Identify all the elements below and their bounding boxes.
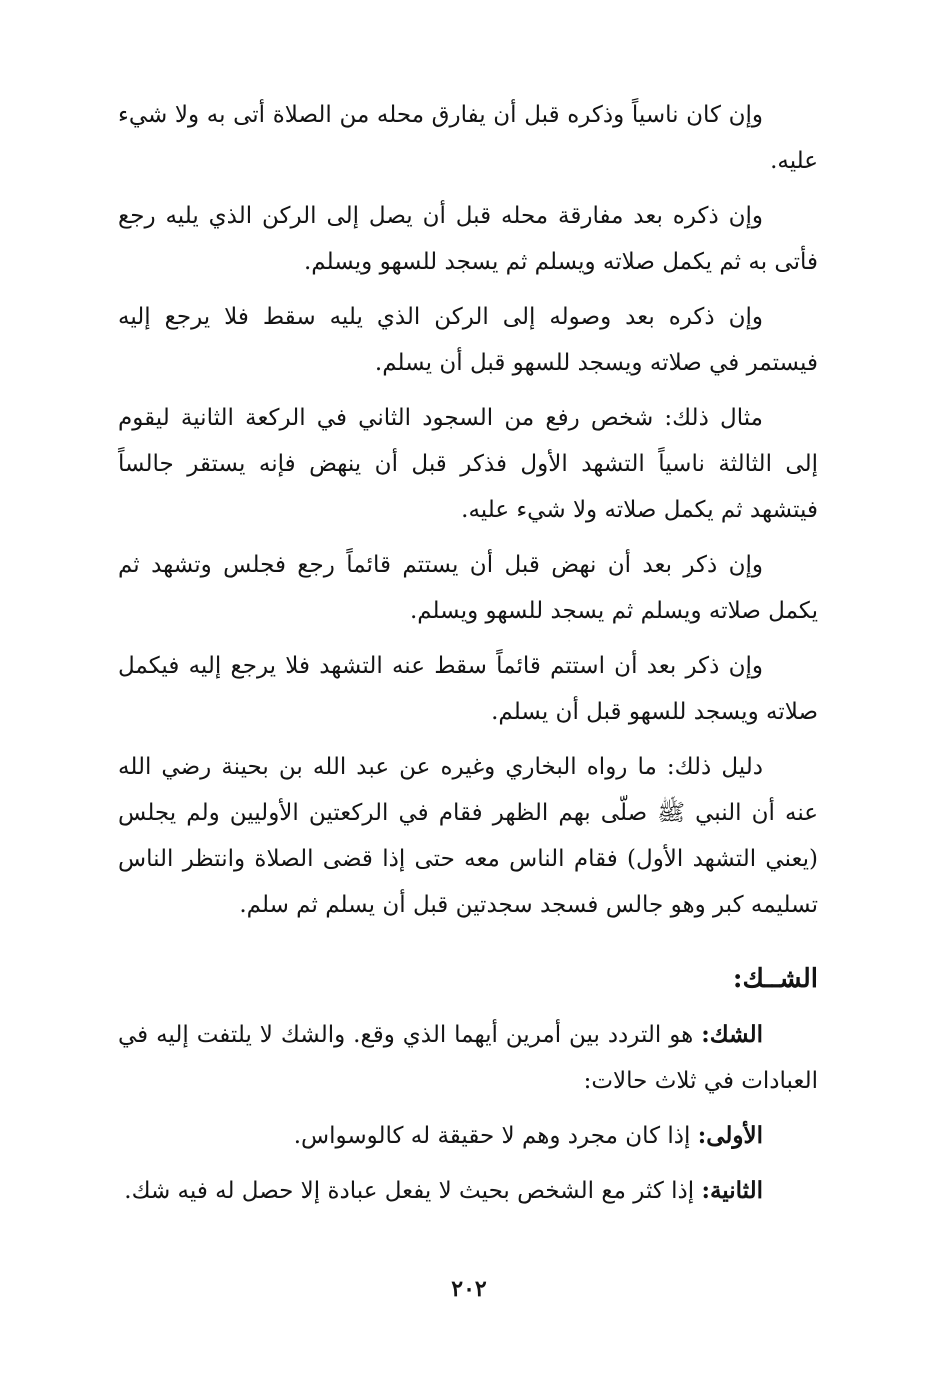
- paragraph-example: مثال ذلك: شخص رفع من السجود الثاني في الركعة الثانية ليقوم إلى الثالثة ناسياً التشهد الأول فذكر قبل أن ينهض فإنه يستقر جالساً فيتشهد ثم يكمل صلاته ولا شيء عليه.: [118, 405, 818, 523]
- paragraph-remembered-after-leaving: وإن ذكره بعد مفارقة محله قبل أن يصل إلى الركن الذي يليه رجع فأتى به ثم يكمل صلاته ويسلم ثم يسجد للسهو ويسلم.: [118, 203, 818, 275]
- case-first-text: إذا كان مجرد وهم لا حقيقة له كالوسواس.: [293, 1123, 698, 1149]
- paragraph-remembered-at-next-pillar: وإن ذكره بعد وصوله إلى الركن الذي يليه سقط فلا يرجع إليه فيستمر في صلاته ويسجد للسهو قبل أن يسلم.: [118, 304, 818, 376]
- list-item-case-first: [118, 1113, 818, 1159]
- paragraph-doubt-definition: [118, 1012, 818, 1104]
- section-heading-doubt: الشــك:: [732, 964, 818, 994]
- term-doubt: الشك:: [701, 1021, 763, 1048]
- list-item-case-second: [118, 1168, 818, 1214]
- term-first: الأولى:: [697, 1122, 763, 1149]
- definition-text: هو التردد بين أمرين أيهما الذي وقع. والشك لا يلتفت إليه في العبادات في ثلاث حالات:: [118, 1022, 818, 1094]
- paragraph-forgot-before-leaving: وإن كان ناسياً وذكره قبل أن يفارق محله من الصلاة أتى به ولا شيء عليه.: [118, 102, 818, 174]
- term-second: الثانية:: [701, 1177, 763, 1204]
- paragraph-evidence: دليل ذلك: ما رواه البخاري وغيره عن عبد الله بن بحينة رضي الله عنه أن النبي ﷺ صلّى بهم الظهر فقام في الركعتين الأوليين ولم يجلس (يعني التشهد الأول) فقام الناس معه حتى إذا قضى الصلاة وانتظر الناس تسليمه كبر وهو جالس فسجد سجدتين قبل أن يسلم ثم سلم.: [118, 754, 818, 918]
- case-second-text: إذا كثر مع الشخص بحيث لا يفعل عبادة إلا حصل له فيه شك.: [124, 1178, 702, 1204]
- paragraph-rose-before-standing: وإن ذكر بعد أن نهض قبل أن يستتم قائماً رجع فجلس وتشهد ثم يكمل صلاته ويسلم ثم يسجد للسهو ويسلم.: [118, 552, 818, 624]
- page-number: ٢٠٢: [451, 1276, 487, 1302]
- paragraph-stood-fully: وإن ذكر بعد أن استتم قائماً سقط عنه التشهد فلا يرجع إليه فيكمل صلاته ويسجد للسهو قبل أن يسلم.: [118, 653, 818, 725]
- page-body: [118, 92, 818, 1223]
